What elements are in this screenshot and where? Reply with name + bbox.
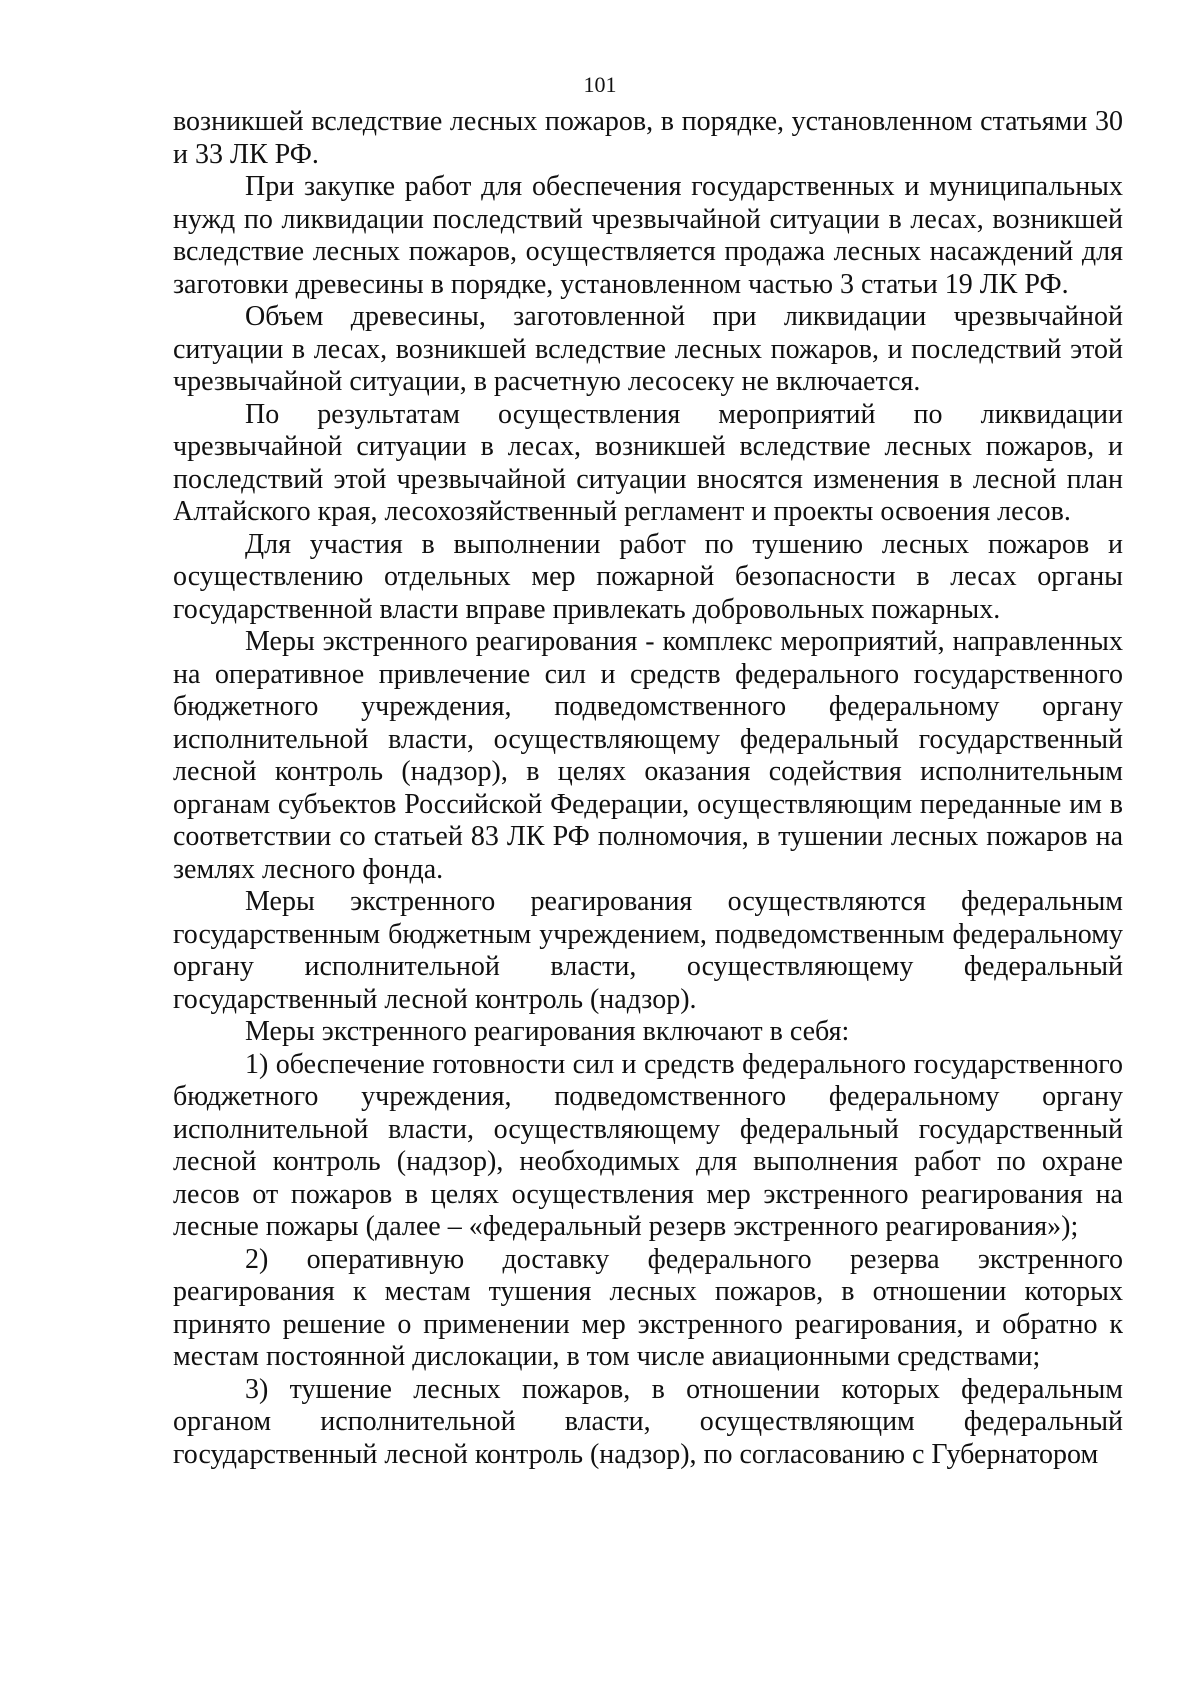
paragraph: Меры экстренного реагирования включают в себя: — [245, 1016, 850, 1047]
paragraph: Объем древесины, заготовленной при ликвидации чрезвычайной ситуации в лесах, возникшей вследствие лесных пожаров, и последствий этой чрезвычайной ситуации, в расчетную лесосеку не включается. — [173, 301, 1123, 397]
list-item: 3) тушение лесных пожаров, в отношении которых федеральным органом исполнительной власти, осуществляющим федеральный государственный лесной контроль (надзор), по согласованию с Губернатором — [173, 1373, 1123, 1470]
paragraph: Для участия в выполнении работ по тушению лесных пожаров и осуществлению отдельных мер пожарной безопасности в лесах органы государственной власти вправе привлекать добровольных пожарных. — [173, 528, 1123, 625]
list-item: 1) обеспечение готовности сил и средств федерального государственного бюджетного учреждения, подведомственного федеральному органу исполнительной власти, осуществляющему федеральный государственный лесной контроль (надзор), необходимых для выполнения работ по охране лесов от пожаров в целях осуществления мер экстренного реагирования на лесные пожары (далее – «федеральный резерв экстренного реагирования»); — [173, 1048, 1123, 1242]
paragraph: По результатам осуществления мероприятий по ликвидации чрезвычайной ситуации в лесах, возникшей вследствие лесных пожаров, и последствий этой чрезвычайной ситуации вносятся изменения в лесной план Алтайского края, лесохозяйственный регламент и проекты освоения лесов. — [173, 398, 1123, 527]
paragraph: Меры экстренного реагирования осуществляются федеральным государственным бюджетным учреждением, подведомственным федеральному органу исполнительной власти, осуществляющему федеральный государственный лесной контроль (надзор). — [173, 886, 1123, 1015]
paragraph: Меры экстренного реагирования - комплекс мероприятий, направленных на оперативное привлечение сил и средств федерального государственного бюджетного учреждения, подведомственного федеральному органу исполнительной власти, осуществляющему федеральный государственный лесной контроль (надзор), в целях оказания содействия исполнительным органам субъектов Российской Федерации, осуществляющим переданные им в соответствии со статьей 83 ЛК РФ полномочия, в тушении лесных пожаров на землях лесного фонда. — [173, 626, 1123, 885]
page-number: 101 — [583, 72, 617, 97]
list-item: 2) оперативную доставку федерального резерва экстренного реагирования к местам тушения лесных пожаров, в отношении которых принято решение о применении мер экстренного реагирования, и обратно к местам постоянной дислокации, в том числе авиационными средствами; — [173, 1243, 1123, 1372]
paragraph: При закупке работ для обеспечения государственных и муниципальных нужд по ликвидации последствий чрезвычайной ситуации в лесах, возникшей вследствие лесных пожаров, осуществляется продажа лесных насаждений для заготовки древесины в порядке, установленном частью 3 статьи 19 ЛК РФ. — [173, 171, 1123, 300]
paragraph-continuation: возникшей вследствие лесных пожаров, в порядке, установленном статьями 30 и 33 ЛК РФ. — [173, 106, 1123, 170]
document-body — [173, 106, 1123, 1471]
